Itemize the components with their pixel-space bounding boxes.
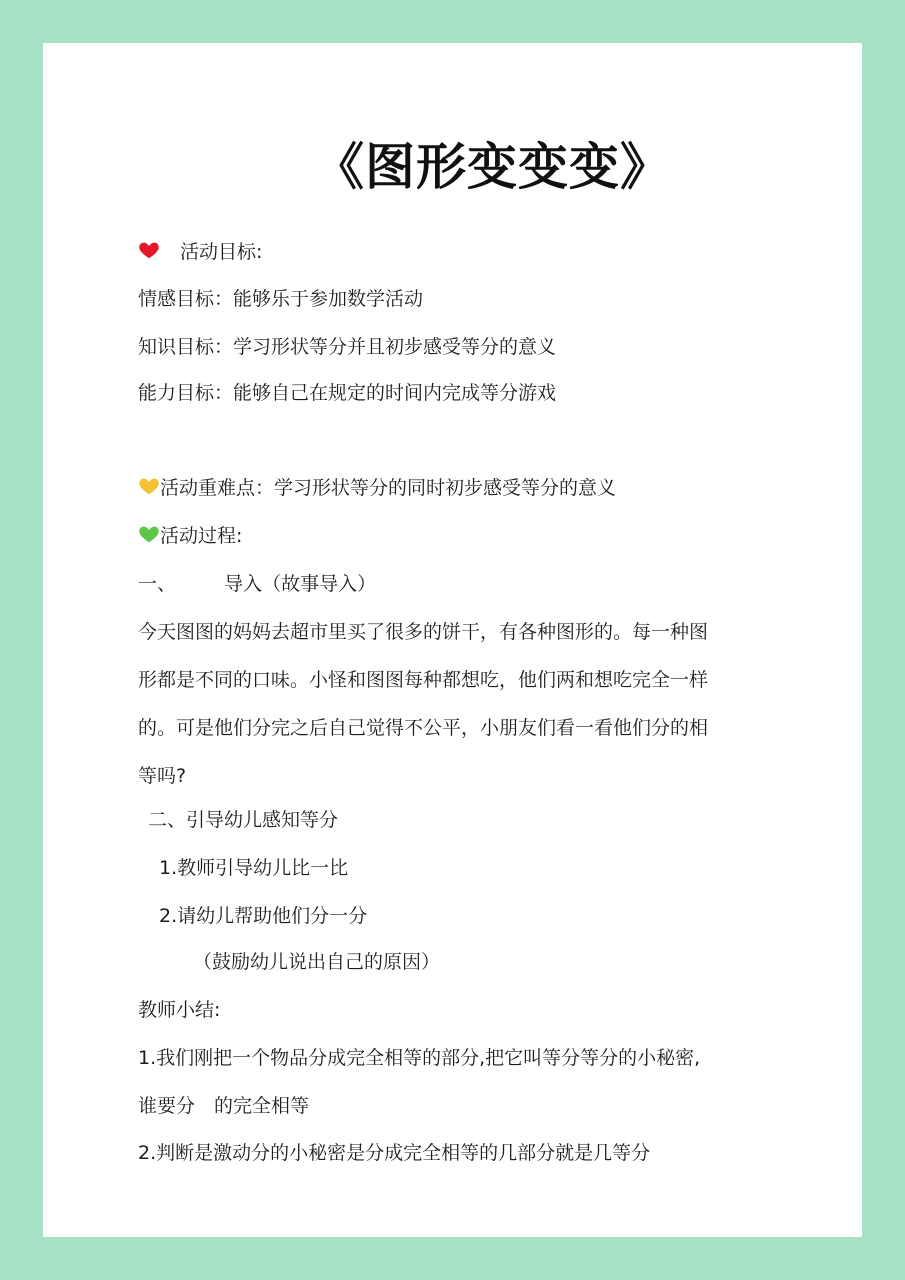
step-1-number: 一、 (138, 573, 177, 595)
sub-step-2: 2.请幼儿帮助他们分一分 (159, 905, 368, 927)
page-title: 《图形变变变》 (314, 138, 671, 196)
ability-goal: 能力目标：能够自己在规定的时间内完成等分游戏 (138, 382, 557, 404)
summary-point-1: 1.我们刚把一个物品分成完全相等的部分,把它叫等分等分的小秘密, (138, 1047, 701, 1069)
story-paragraph (138, 608, 778, 800)
process-heading (138, 523, 242, 549)
summary-point-1-continued: 谁要分 的完全相等 (138, 1095, 310, 1117)
key-points (138, 475, 616, 501)
red-heart-icon (138, 239, 160, 261)
story-line: 等吗? (138, 765, 187, 787)
key-points-text: 活动重难点：学习形状等分的同时初步感受等分的意义 (160, 477, 617, 499)
emotion-goal: 情感目标：能够乐于参加数学活动 (138, 288, 424, 310)
summary-heading: 教师小结: (138, 999, 221, 1021)
story-line: 今天图图的妈妈去超市里买了很多的饼干，有各种图形的。每一种图 (138, 621, 709, 643)
step-2-heading: 二、引导幼儿感知等分 (148, 809, 339, 831)
story-line: 形都是不同的口味。小怪和图图每种都想吃，他们两和想吃完全一样 (138, 669, 709, 691)
green-heart-icon (138, 523, 160, 545)
step-1-title: 导入（故事导入） (224, 573, 377, 595)
knowledge-goal: 知识目标：学习形状等分并且初步感受等分的意义 (138, 336, 557, 358)
process-heading-text: 活动过程: (160, 525, 243, 547)
goals-heading-text: 活动目标: (180, 241, 263, 263)
step-1-heading (138, 571, 376, 597)
sub-step-1: 1.教师引导幼儿比一比 (159, 857, 349, 879)
story-line: 的。可是他们分完之后自己觉得不公平，小朋友们看一看他们分的相 (138, 717, 709, 739)
yellow-heart-icon (138, 475, 160, 497)
document-page (43, 43, 862, 1237)
summary-point-2: 2.判断是激动分的小秘密是分成完全相等的几部分就是几等分 (138, 1142, 651, 1164)
goals-heading (138, 239, 262, 265)
encourage-note: （鼓励幼儿说出自己的原因） (193, 951, 441, 973)
